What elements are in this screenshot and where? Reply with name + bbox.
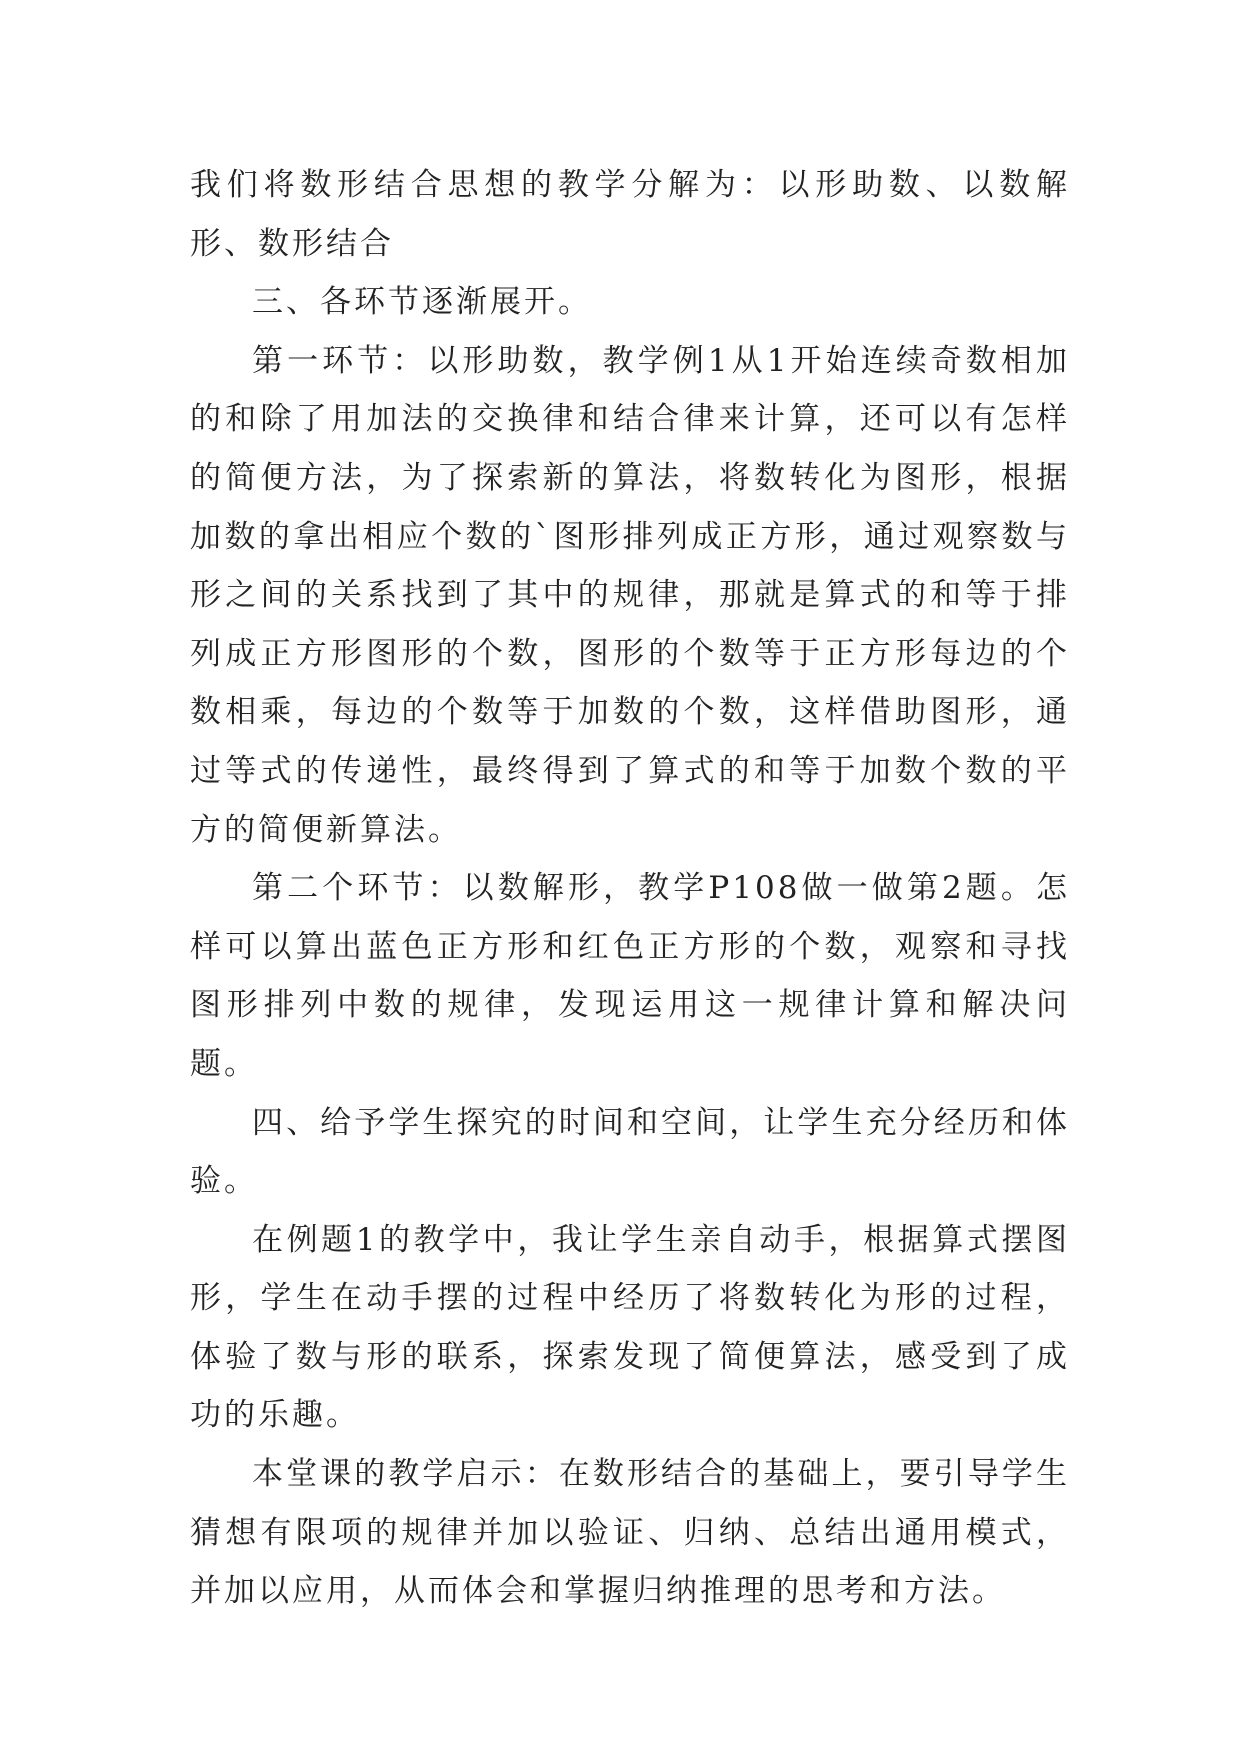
paragraph-step-two: 第二个环节：以数解形，教学P108做一做第2题。怎样可以算出蓝色正方形和红色正方形的个数，观察和寻找图形排列中数的规律，发现运用这一规律计算和解决问题。: [190, 870, 1070, 1082]
paragraph-step-one: 第一环节：以形助数，教学例1从1开始连续奇数相加的和除了用加法的交换律和结合律来计算，还可以有怎样的简便方法，为了探索新的算法，将数转化为图形，根据加数的拿出相应个数的`图形排列成正方形，通过观察数与形之间的关系找到了其中的规律，那就是算式的和等于排列成正方形图形的个数，图形的个数等于正方形每边的个数相乘，每边的个数等于加数的个数，这样借助图形，通过等式的传递性，最终得到了算式的和等于加数个数的平方的简便新算法。: [190, 342, 1070, 848]
section-heading-three: 三、各环节逐渐展开。: [252, 284, 592, 321]
paragraph-intro: 我们将数形结合思想的教学分解为：以形助数、以数解形、数形结合: [190, 167, 1070, 262]
section-heading-four: 四、给予学生探究的时间和空间，让学生充分经历和体验。: [190, 1104, 1070, 1200]
paragraph-example-one: 在例题1的教学中，我让学生亲自动手，根据算式摆图形，学生在动手摆的过程中经历了将数转化为形的过程，体验了数与形的联系，探索发现了简便算法，感受到了成功的乐趣。: [190, 1221, 1070, 1434]
paragraph-teaching-insight: 本堂课的教学启示：在数形结合的基础上，要引导学生猜想有限项的规律并加以验证、归纳、总结出通用模式，并加以应用，从而体会和掌握归纳推理的思考和方法。: [190, 1456, 1070, 1610]
document-body: [190, 156, 1070, 1621]
